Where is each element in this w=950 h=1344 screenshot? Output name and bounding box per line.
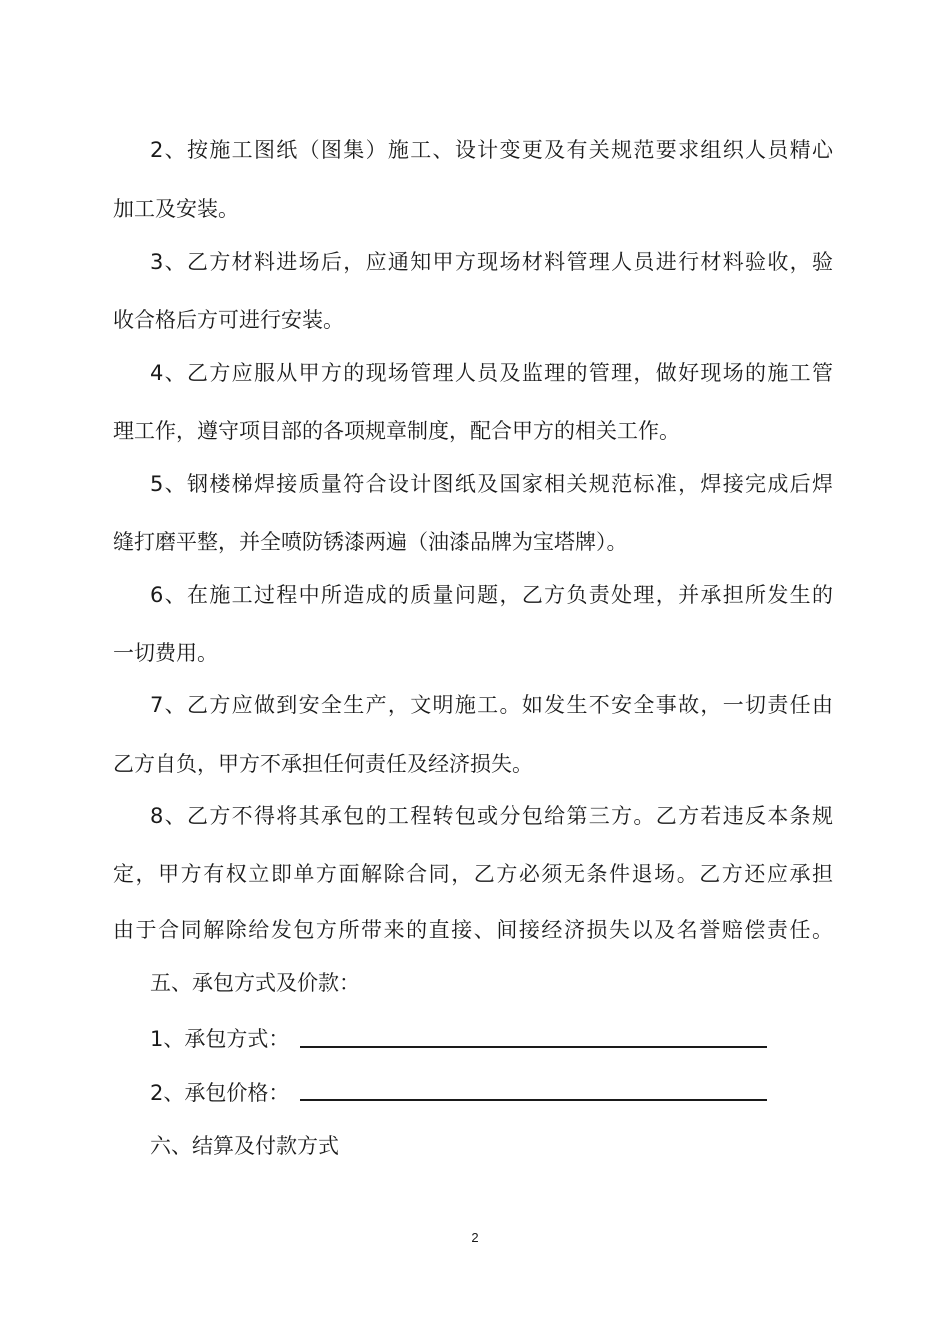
paragraph-4-line-2: 理工作，遵守项目部的各项规章制度，配合甲方的相关工作。 (113, 419, 680, 443)
paragraph-2-line-2: 加工及安装。 (113, 197, 239, 221)
paragraph-3-line-1: 3、乙方材料进场后，应通知甲方现场材料管理人员进行材料验收，验 (150, 250, 833, 274)
contract-price-label: 2、承包价格： (150, 1081, 290, 1105)
contract-price-row (150, 1080, 289, 1106)
paragraph-2-line-1: 2、按施工图纸（图集）施工、设计变更及有关规范要求组织人员精心 (150, 138, 833, 162)
paragraph-6-line-2: 一切费用。 (113, 641, 218, 665)
paragraph-8-line-2: 定，甲方有权立即单方面解除合同，乙方必须无条件退场。乙方还应承担 (113, 862, 833, 886)
contract-method-blank[interactable] (300, 1046, 767, 1048)
paragraph-3-line-2: 收合格后方可进行安装。 (113, 308, 344, 332)
contract-price-blank[interactable] (300, 1099, 767, 1101)
paragraph-4-line-1: 4、乙方应服从甲方的现场管理人员及监理的管理，做好现场的施工管 (150, 361, 833, 385)
paragraph-6-line-1: 6、在施工过程中所造成的质量问题，乙方负责处理，并承担所发生的 (150, 583, 833, 607)
paragraph-5-line-1: 5、钢楼梯焊接质量符合设计图纸及国家相关规范标准，焊接完成后焊 (150, 472, 833, 496)
contract-method-label: 1、承包方式： (150, 1027, 290, 1051)
paragraph-8-line-3: 由于合同解除给发包方所带来的直接、间接经济损失以及名誉赔偿责任。 (113, 918, 833, 942)
paragraph-5-line-2: 缝打磨平整，并全喷防锈漆两遍（油漆品牌为宝塔牌）。 (113, 530, 628, 554)
section-6-heading: 六、结算及付款方式 (150, 1134, 339, 1158)
paragraph-7-line-2: 乙方自负，甲方不承担任何责任及经济损失。 (113, 752, 533, 776)
paragraph-8-line-1: 8、乙方不得将其承包的工程转包或分包给第三方。乙方若违反本条规 (150, 804, 833, 828)
paragraph-7-line-1: 7、乙方应做到安全生产，文明施工。如发生不安全事故，一切责任由 (150, 693, 833, 717)
page-number: 2 (471, 1230, 479, 1245)
contract-method-row (150, 1026, 289, 1052)
section-5-heading: 五、承包方式及价款： (150, 971, 360, 995)
